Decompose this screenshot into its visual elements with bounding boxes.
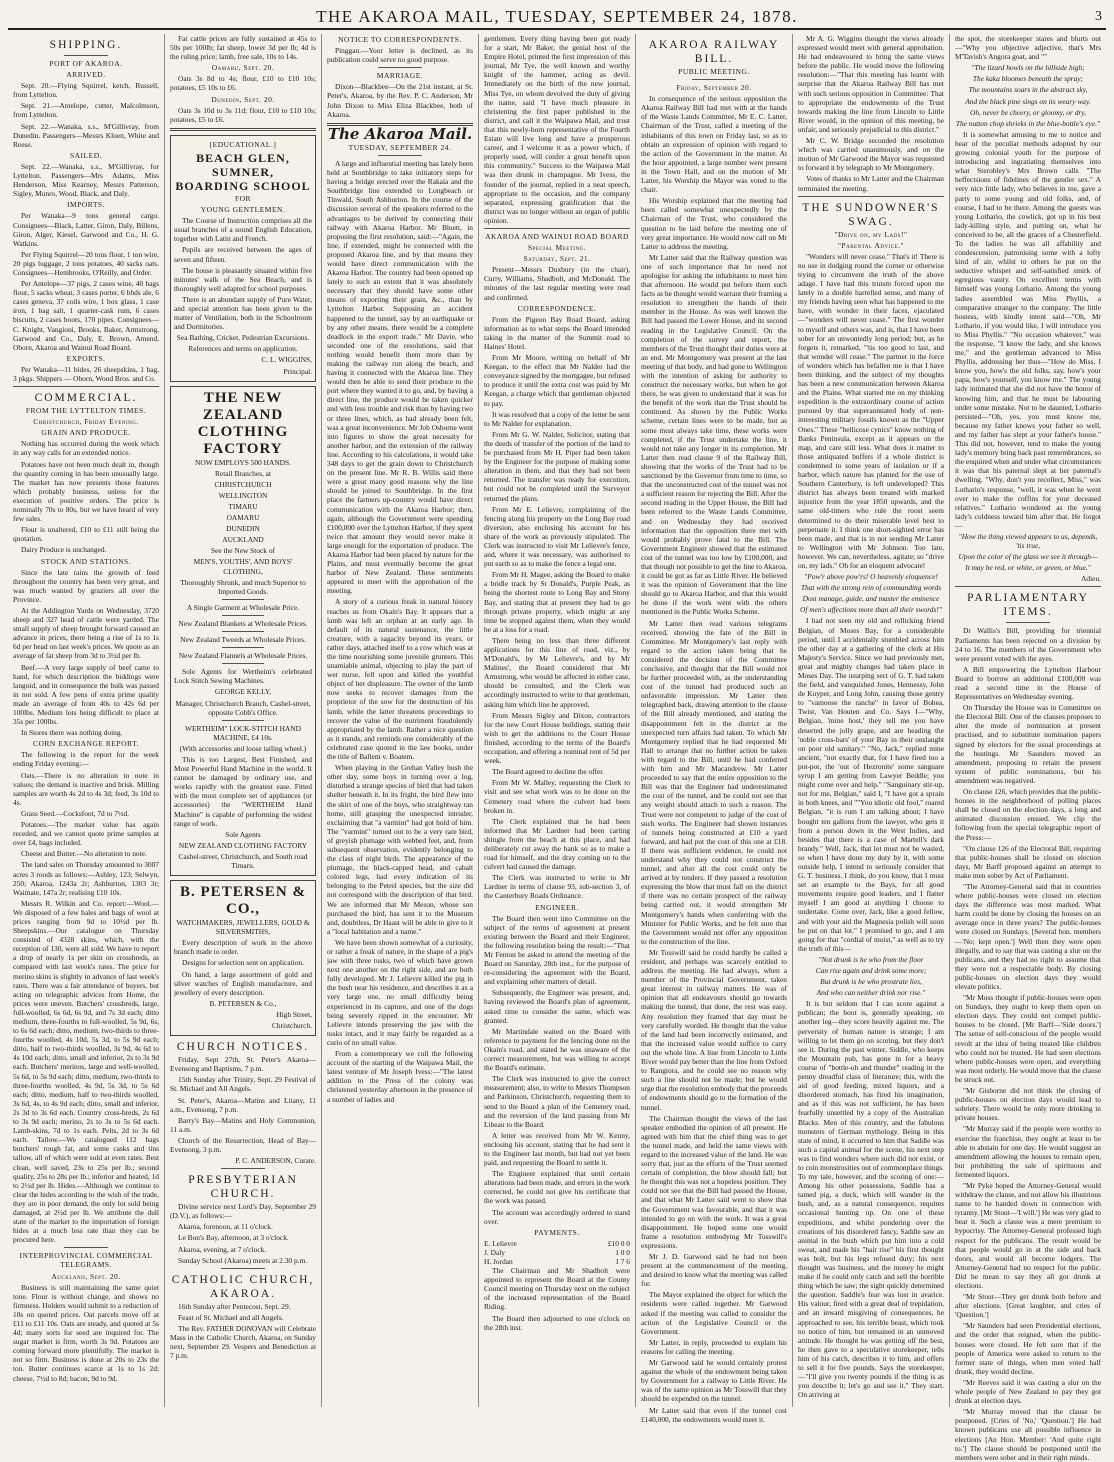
grain-2: Potatoes have not been much dealt in, though the quantity coming in has been unusually large. The market has now presents those features which probably business, unless for the execution of positive orders. The price is nominally 70s to 80s, but we have heard of very few sales. (13, 459, 159, 524)
columns (8, 34, 1106, 1462)
verse-line: "The lizard howls on the hillside high; (971, 63, 1085, 73)
road-14: The Board then went into Committee on the subject of the terms of agreement at present existing between the Board and their Engineer, the following resolution being the result:—"That Mr Fenton be asked to attend the meeting of the Board on Saturday, 28th inst., for the purpose of re-considering the agreement with the Board, and explaining other matters of detail. (484, 913, 630, 987)
correspondence-heading: CORRESPONDENCE. (517, 303, 597, 313)
commercial-date: Christchurch, Friday Evening. (33, 417, 139, 427)
petersen-3: On hand, a large assortment of gold and silver watches of English manufacture, and jewellery of every description. (174, 969, 312, 997)
parl-10: "Mr Pyke hoped the Attorney-General would withdraw the clause, and not allow his illustrious name to be handed down in connection with tyranny. [Mr Stout—'I will.'] He was very glad to hear it. Such a clause was a mere premium to hypocrisy. The Attorney-General professed high respect for the publicans. The result would be that people would go in at the side and back doors, and would all become lodgers. The Attorney-General had no respect for the public. Did he mean to say they all got drunk at elections. (955, 1180, 1101, 1290)
rail-4: Mr Latter then read various telegrams received, showing the fate of the Bill in Committee. Mr Montgomery's last reply with regard to the action taken being that he considered the decision of the Committee conclusive, and thought that the Bill would not be further proceeded with, as the understanding cost of the tunnel had produced such an unfavorable impression. Mr Latter then telegraphed back, drawing attention to the clause of the Bill already mentioned, and stating the disappointment felt in the district at the unexpected turn affairs had taken. To which Mr Montgomery replied that he had requested Mr Hall to arrange that no further action be taken with regard to the Bill, until he had conferred with him and Mr Macandrew. Mr Latter proceeded to say that the entire opposition to the Bill was that the Engineer had underestimated the cost of the tunnel, and he could not see that any weight should attach to such a reason. The Trust were not competent to judge of the cost of such works. The Engineer had shown instances of tunnels being constructed at £10 a yard forward, and had put the cost of this one at £18. If there was sufficient evidence, he could not understand why they could not construct the tunnel, and after all the cost could only be arrived at by tenders. If they passed a resolution expressing the blow that must fall on the district if there was no certain prospect of the railway being carried out, it would strengthen Mr Montgomery's hands when conferring with the Minister for Public Works, and he felt sure that the Government would not offer any opposition to the construction of the line. (641, 618, 787, 946)
swag-1: "Wonders will never cease." That's it! There is no use in dodging round the corner or otherwise trying to circumvent the truth of the above adage. I have had this truism forced upon me lately in a double barrelled sense, and many of my friends having seen what has happened to me have, with wonder in their faces, ejaculated—"wonders will never cease." The first wonder to myself and others was, and is, that I have been sober for an unwontedly long period; but, as he forgets it, remarked, "'tis too good to last, and that wonder will cease." The partner in the force of wonders which has befallen me is that I have been thinking, and the subject of my thoughts has been a new communication between Akaroa and the Plains. What started me on my thinking expedition is the extraordinary course of action pursued by that superannuated body of non-interesting military fossils known as the "Upper Ones." These "bellicose cynics" know nothing of Banks Peninsula, except as it appears on the map, and care still less. What does it matter to those antiquated buffers if a whole district is condemned to some years of isolation or if a harbor, which nature has planted for the use of Southern Canterbury, is left undeveloped? This district has always been treated with marked injustice from the year 1850 upwards, and the same old-timers who rule the roost seem determined to do their miserable level best to perpetuate it. I think one short-sighted error has been made, and that is in not sending Mr Latter to Wellington with Mr Johnson. Too late, however. We can, nevertheless, agitate; so "drive on, my lads." Oh for an eloquent advocate! (798, 251, 944, 570)
school-5: Sea Bathing, Cricket, Pedestrian Excursions. (176, 333, 310, 343)
editorial-5: From a contemporary we cull the following account of the starting of the Waipawa Mail, the latest venture of Mr Joseph Ivess:—"The latest addition to the Press of the colony was christened yesterday afternoon in the presence of a number of ladies and (327, 1049, 473, 1104)
verse-line: The nutton chop shrieks in the blue-bottle's eye." (955, 118, 1101, 128)
road-2: From the Pigeon Bay Road Board, asking information as to what steps the Board intended taking in the matter of the Summit road to Haines' Hotel. (484, 314, 630, 351)
dunedin-prices: Oats 3s 10d to 3s 11d; flour, £10 to £10 10s; potatoes, £5 to £6. (170, 105, 316, 124)
pres-2: Akaroa, forenoon, at 11 o'clock. (178, 1222, 273, 1232)
amount: 1 7 6 (615, 1257, 630, 1266)
exports-heading: EXPORTS. (66, 353, 106, 363)
petersen-sub: WATCHMAKERS, JEWELLERS, GOLD & SILVERSMITHS, (176, 918, 310, 937)
parl-2: A Bill empowering the Lyttelton Harbour Board to borrow an additional £100,000 was read a second time in the House of Representatives on Wednesday evening. (955, 664, 1101, 702)
arrived-3: Sept. 22.—Wanaka, s.s., M'Gillivray, from Dunedin. Passengers—Messrs Kluen, White and Reese. (13, 121, 159, 149)
pres-1: Divine service next Lord's Day, September 29 (D.V.), as follows:— (170, 1202, 316, 1221)
road-10: The Board agreed to decline the offer. (492, 767, 605, 777)
sailed-1: Sept. 22.—Wanaka, s.s., M'Gillivray, for Lyttelton. Passengers—Mrs Adams, Miss Henderson, Miss Kearney, Messrs Patterson, Sigley, Munro, Wood, Black, and Daly. (13, 161, 159, 199)
rail-9: Mr Latter, in reply, proceeded to explain his reasons for calling the meeting. (641, 1337, 787, 1356)
arrived-2: Sept. 21.—Antelope, cutter, Malcolmson, from Lyttelton. (13, 101, 159, 120)
verse-line: And the black pine sings on its weary way. (965, 96, 1091, 106)
educational-label: [EDUCATIONAL.] (209, 139, 277, 149)
parl-12: "Mr Saunders had seen Presidential elections, and the order that reigned, when the public-houses were closed. He felt sure that if the people of America were asked to return to the former state of things, when men voted half drunk, they would decline. (955, 1321, 1101, 1376)
table-row (484, 1257, 630, 1266)
sailed-heading: SAILED. (69, 150, 103, 160)
petersen-address: High Street, (276, 1009, 312, 1019)
shipping-title: SHIPPING. (49, 39, 123, 51)
inter-date: Auckland, Sept. 20. (51, 1271, 121, 1281)
column-5 (635, 34, 792, 1424)
rail-11: Mr Latter said that even if the tunnel cost £140,000, the endowments would meet it. (641, 1405, 787, 1424)
church-2: 15th Sunday after Trinity, Sept. 29 Festival of St. Michael and All Angels. (170, 1075, 316, 1094)
road-1: Present—Messrs Duxbury (in the chair), Curry, Williams, Shadbolt, and McDonald. The minutes of the last regular meeting were read and confirmed. (484, 265, 630, 302)
road-9: From Messrs Sigley and Dixon, contractors for the new Court House buildings, stating their wish to get the additions to the Court House finished, according to the terms of the Board's occupation, and offering a nominal rent of 5d per week. (484, 710, 630, 766)
verse-line: The mountains soars in the abstract sky, (968, 85, 1088, 95)
stock-4: In Stores there was nothing doing. (21, 728, 123, 738)
corn-heading: CORN EXCHANGE REPORT. (33, 739, 139, 749)
grain-heading: GRAIN AND PRODUCE. (41, 428, 131, 438)
port-heading: PORT OF AKAROA. (49, 59, 123, 68)
imports-2: Per Flying Squirrel—20 tons flour, 1 ton wire, 20 pigs luggage, 2 tons potatoes, 40 sacks oats. Consignees—Hembrooks, O'Reilly, and Order. (13, 249, 159, 277)
rail-10: Mr Garwood said he would certainly protest against the whole of the endowment being taken by Government for a railway to Little River. He was of the same opinion as Mr Tosswill that they should be expended on the tunnel. (641, 1358, 787, 1404)
cath-3: The Rev. FATHER DONOVAN will Celebrate Mass in the Catholic Church, Akaroa, on Sunday next, September 29. Vespers and Benediction at 7 p.m. (170, 1323, 316, 1361)
sole-2: Cashel-street, Christchurch, and South road Timaru. (178, 851, 308, 870)
clothing-town: AUCKLAND (222, 535, 264, 545)
railway-sub: PUBLIC MEETING. (678, 67, 750, 76)
road-board-sub: Special Meeting. (527, 243, 587, 253)
school-1: The Course of Instruction comprises all the usual branches of a sound English Education, together with Latin and French. (174, 216, 312, 244)
road-5: From Mr G. W. Nalder, Solicitor, stating that the deeds of transfer of the portion of the land to be purchased from Mr H. Piper had been taken by the Engineer for the purpose of making some alteration in them, and that they had not been returned. The transfer was ready for execution, but could not be completed until the Surveyor returned the plans. (484, 429, 630, 503)
masthead-title: THE AKAROA MAIL, TUESDAY, SEPTEMBER 24, 1878. (316, 7, 798, 26)
sole-agents: Sole Agents (225, 829, 261, 839)
verse-line: It may be red, or white, or green, or blue." (965, 563, 1091, 573)
church-title: CHURCH NOTICES. (176, 1041, 310, 1054)
editorial-1: A large and influential meeting has lately been held at Southbridge to take initiatory steps for having a bridge erected over the Rakaia and the Southbridge line extended to Longbeach or Tinwald, South Ashburton. In the course of the discussion several of the speakers referred to the advantages to be derived by connecting their railway with Akaroa Harbor. Mr Bluett, in proposing the first resolution, said:—"Again, the line, if extended, might be connected with the proposed Akaroa line, and by that means they would have direct communication with the Akaroa Harbor. The country had been opened up lately to such an extent that it was absolutely necessary that they should have some other means of exporting their grain, &c., than by Lyttelton Harbor. Supposing an accident happened to the tunnel, say by an earthquake or by any other means, there would be a complete deadlock in the export trade." Mr Davie, who seconded one of the resolutions, said that nothing would benefit them more than by making the railway run along the beach, and having it connected with the Akaroa line. They would then be able to send their produce to the port where they wanted it to go, and, by having a direct line, the produce would be taken quicker and with less trouble and risk than by having two or three lines, which, as had already been felt, was a great inconvenience. Mr Job Osborne went into figures to show the great necessity for another harbor, and the extension of the railway line. According to his calculations, it would take 348 days to get the grain down to Christchurch on the present line. Mr R. B. Willis said there were a great many good reasons why the line should be joined to Southbridge. In the first place the farmers up-country would have direct communication with the Akaroa Harbor; then, again, although the Government were spending £100,000 over the Lyttelton Harbor, if they spent twice that amount they would never make it large enough for the exportation of produce. The Akaroa Harbor had been placed by nature for the Plains, and must eventually become the great harbor of New Zealand. These sentiments appeared to meet with the approbation of the meeting. (327, 158, 473, 596)
verse-line: And who can neither drink nor rise." (816, 988, 926, 998)
rail-3: Mr Latter said that the Railway question was one of such importance that he need not apologise for asking the inhabitants to meet him that afternoon. He would put before them such facts as he thought would warrant their framing a resolution to strengthen the hands of their member in the House. As was well known the Bill had passed the Lower House, and its second reading in the Legislative Council. On the completion of the survey and report, the members of the Trust thought their duties were at an end. Mr Montgomery was present at the last meeting of that body, and had gone to Wellington with the intention of asking for authority to construct the necessary works, but when he got there, he was given to understand that it was for the benefit of the work that the Trust should be continued. As shown by the Public Works scheme, certain lines were to be made, but as some must always take time, these works were completed, if the Trust undertake the line, it would not take any longer in its completion. Mr Latter then read clause 9 of the Railway Bill, showing that the works of the Trust had to be sanctioned by the Governor from time to time, so that the unconstructed cost of the tunnel was not a sufficient reason for rejecting the Bill. After the second reading in the Upper House, the Bill had been referred to the Waste Lands Committee, and on Wednesday they had received information that the opposition there met with would probably prove fatal to the Bill. The Government Engineer showed that the estimated cost of the tunnel was too low by £100,000, and that though not possible to get the line to Akaroa, it could be got as far as Little River. He believed it was the opinion of Government that the line should go to Akaroa Harbor, and that this would be done if the work went with the others mentioned in the Public Works Scheme. (641, 252, 787, 617)
dunedin-date: Dunedin, Sept. 20. (211, 94, 275, 104)
sole-1: NEW ZEALAND CLOTHING FACTORY (178, 840, 308, 850)
swag-cont-2: It is somewhat amusing to me to notice and hear of the peculiar methods adopted by our growing colonial youth for the purpose of introducing and ingratiating themselves into what Sterobley's Mrs Brown calls "The heffectsions of fidelines of the gentler sex." A very nice little lady, who believes in me, gave a party to some young and old folks, and, of course, I had to be there. Among the guests was young Lothario, the cowlick, got up in his best lady-killing style, and putting on, what he conceived to be, all the graces of a Chesterfield. To the ladies he was all affability and condescension, patronising some with a lofty kind of air, whilst to others he put on the seductive whisper and self-satisfied smirk of egregious vanity. On excellent terms with himself was young Lothario. Among the young ladies assembled was Miss Phyllis, a comparative stranger to the company. The little hostess, with kindly intent said—"Oh, Mr Lothario, if you would like, I will introduce you to Miss Phyllis." "No occasion whatever," was the response, "I know the lady, and she knows me," and the gentleman advanced to Miss Phyllis, addressing her thus—"How do Miss, I know you, how's the old folks, say, how's your papa, how's yourself, you know me." The young lady intimated that she did not have the honor of knowing him, and that he must be labouring under some mistake. Not to be daunted, Lothario persisted—"Oh, yes, you must know me, because my father knows your father so well, and my father has slept at your father's house." This did not, however, tend to make the young lady's memory bring back past remembrances, so the enquired when and under what circumstances it was that his paternal slept at her paternal's dwelling. "Why, don't you recollect, Miss," was Lothario's response, "well, it was when he went over to make the coffins for your deceased relatives." Lothario wondered as the young lady's coldness toward him after that. He forgot— (955, 129, 1101, 530)
clothing-title: THE NEW ZEALAND CLOTHING FACTORY (197, 389, 289, 457)
road-16: Mr Martindale waited on the Board with reference to payment for the fencing done on the Okain's road, and stated he was unaware of the correct measurement, but was willing to accept the Board's estimate. (484, 1026, 630, 1073)
rail-8: The Mayor explained the object for which the residents were called together. Mr Garwood asked if the meeting was called to consider the action of the Legislative Council or the Government. (641, 1290, 787, 1336)
column-3 (321, 34, 478, 1407)
road-8: There being no less than three different applications for this line of road, viz., by M'Donald's, by Mr Lelievre's, and by Mr Malines', the Board considered that Mr Armstrong, who would be affected in either case, should be consulted, and the Clerk was accordingly instructed to write to that gentleman, asking him which line he approved. (484, 635, 630, 709)
rail-2: His Worship explained that the meeting had been called somewhat unexpectedly by the Chairman of the Trust, who considered the question to be laid before the meeting one of very great importance. He would now call on Mr Latter to address the meeting. (641, 196, 787, 251)
corn-3: Grass Seed.—Cocksfoot, 7d to 7½d. (21, 808, 129, 818)
exports-1: Per Wanaka—11 bides, 26 sheepskins, 1 bag, 3 pkgs. Shippers — Oborn, Wood Bros. and Co. (13, 364, 159, 383)
petersen-title: B. PETERSEN & CO., (180, 884, 306, 918)
verse-line: But drunk is he who prostrate lies, (820, 977, 922, 987)
imports-3: Per Antelope—37 pigs, 2 cases wine, 40 bags flour, 5 sacks wheat, 3 cases porter, 6 bhds ale, 6 cases geneva, 37 coils wire, 1 box glass, 1 case iron, 1 bag salt, 1 quarter-cask rum, 6 cases biscuits, 2 cases boots, 170 pipes. Consignees—C. Knight, Vangioni, Brooks, Baker, Armstrong, Garwood and Co., Daly, E. Brown, Amend, Oborn, Akaroa and Wainui Road Board. (13, 279, 159, 352)
parl-14: "Mr Murray moved that the clause be postponed. [Cries of 'No,' 'Question.'] He had known publicans use all possible influence in elections [An Hon. Member: 'And quite right to.'] The clause should be postponed until the members were sober and in their right minds. (955, 1407, 1101, 1462)
parl-7: "Mr Moss thought if public-houses were open on Sundays, they ought to keep them open on election days. They could not compel public-houses to be closed. [Mr Barff—'Side doors.'] The sense of self-conscious of the people would revolt at the idea of being treated like children who could not be trusted. He had seen elections where public-houses were open, and everything was most orderly. He would move that the clause be struck out. (955, 993, 1101, 1084)
notice-title: NOTICE TO CORRESPONDENTS. (338, 35, 462, 44)
pres-3: Le Bon's Bay, afternoon, at 3 o'clock. (178, 1233, 289, 1243)
road-12: The Clerk explained that he had been informed that Mr Lardner had been carting shingle from the beach at this place, and had deliberately cut away the bank so as to make a road for himself, and the dray coming on to the culvert had caused the damage. (484, 816, 630, 872)
clothing-town: TIMARU (228, 502, 258, 511)
payee: E. Lelievre (484, 1238, 517, 1248)
road-18: A letter was received from Mr W. Kenny, enclosing his account, stating that he had sent it to the Engineer last month, but had not yet been paid, and requesting the Board to settle it. (484, 1130, 630, 1168)
stock-2: At the Addington Yards on Wednesday, 3720 sheep and 327 head of cattle were yarded. The small supply of sheep brought forward caused an advance in prices, there being a rise of 1s to 1s 6d per head on last week's prices. We quote as an average of fat sheep from 3d to 3½d per lb. (13, 605, 159, 661)
imports-1: Per Wanaka—9 tons general cargo. Consignees—Black, Latter, Giron, Daly, Billens, Giron, Alger, Kiesel, Garwood and Co., H. G. Watkins. (13, 211, 159, 248)
petersen-signature: B. PETERSEN & Co., (209, 998, 277, 1008)
payee: H. Jordan (484, 1257, 513, 1266)
stock-heading: STOCK AND STATIONS. (40, 556, 132, 566)
marriage-title: MARRIAGE. (376, 71, 424, 81)
wertheim-title: WERTHEIM" LOCK-STITCH HAND MACHINE, £4 10s. (185, 723, 301, 742)
stock-1: Since the late rains the growth of feed throughout the country has been very great, and was much wanted by graziers all over the Province. (13, 567, 159, 604)
swag-signature: Adieu. (1081, 574, 1101, 584)
rail-6: The Chairman thought the views of the last speaker embodied the opinion of all present. He agreed with him that the chief thing was to get the tunnel made, and held the same views with regard to the increased value of the land. He was sorry that, just as the efforts of the Trust seemed certain of completion, the blow should fall; but he thought this was not a hopeless position. They could not see that the Bill had passed the House, and that what Mr Latter said went to show that the Government was favourable, and that it was intended to go on with the work. It was a great disappointment. He hoped some one would frame a resolution embodying Mr Tosswill's expressions. (641, 1113, 787, 1250)
clothing-see: See the New Stock of (210, 546, 276, 556)
clothing-shrunk: Thoroughly Shrunk, and much Superior to Imported Goods. (180, 577, 306, 596)
grain-4: Dairy Produce is unchanged. (21, 545, 107, 555)
school-name: BEACH GLEN, SUMNER, (196, 150, 290, 179)
kelly-address: Manager, Christchurch Branch, Cashel-street, opposite Cobb's Office. (175, 698, 311, 717)
paper-name: The Akaroa Mail. (327, 124, 473, 143)
kelly-name: GEORGE KELLY, (214, 687, 272, 697)
pres-5: Sunday School (Akaroa) meets at 2.30 p.m. (178, 1255, 308, 1265)
marriage-1: Dixon—Blackbee—On the 21st instant, at St. Peter's, Akaroa, by the Rev. P. C. Anderson, Mr John Dixon to Miss Eliza Blackbee, both of Akaroa. (327, 82, 473, 119)
verse-line: Of men's affections more than all their swords!" (800, 605, 942, 615)
cattle-prices: Fat cattle prices are fully sustained at 45s to 50s per 100lb; fat sheep, lower 3d per lb; 4d is the ruling price; lamb, free sale, 10s to 14s. (170, 34, 316, 62)
payee: J. Daly (484, 1247, 505, 1257)
road-6: From Mr E. Lelievre, complaining of the fencing along his property on the Long Bay road diversion, also enclosing his account for his share of the work as previously stipulated. The Clerk was instructed to visit Mr Lelievre's fence, and, where it was necessary, was authorised to put earth so as to make the fence a legal one. (484, 504, 630, 569)
corn-1: The following is the report for the week ending Friday evening:— (13, 750, 159, 769)
petersen-advert (170, 880, 316, 1036)
school-2: Pupils are received between the ages of seven and fifteen. (174, 245, 312, 264)
school-3: The house is pleasantly situated within five minutes' walk of the Sea Beach, and is thoroughly well adapted for school purposes. (174, 265, 312, 293)
parl-9: "Mr Murray said if the people were worthy to exercise the franchise, they ought at least to be able to abstain for one day. He would suggest an amendment allowing the houses to remain open, but prohibiting the sale of spirituous and fermented liquors. (955, 1124, 1101, 1179)
swag-cont-1: the spot, the storekeeper stares and blurts out—"Why you objective adjective, that's Mrs M'Tavish's Angora goat, and "" (955, 34, 1101, 62)
road-7: From Mr H. Magee, asking the Board to make a bridle track by St Donald's, Purple Peak, as being the shortest route to Long Bay and Stony Bay, and stating that at present they had to go through private property, which might at any time be stopped against them, when they would be at a loss for a road. (484, 570, 630, 634)
road-17: The Clerk was instructed to give the correct measurement; also, to write to Messrs Thompson and Parkinson, Christchurch, requesting them to send to the Board a plan of the Cemetery road, and the reversion of the land passing from Mr Libeau to the Board. (484, 1074, 630, 1129)
clothing-mens: MEN'S, YOUTHS', AND BOYS' CLOTHING, (193, 557, 293, 576)
imports-heading: IMPORTS. (67, 200, 105, 210)
school-sub: BOARDING SCHOOL (175, 178, 311, 193)
road-20: The account was accordingly ordered to stand over. (484, 1207, 630, 1226)
column-2 (164, 34, 321, 1407)
parl-8: "Mr Gisborne did not think the closing of public-houses on election days would lead to sobriety. There would be only more drinking in private houses. (955, 1086, 1101, 1123)
cath-2: Feast of St. Michael and all Angels. (178, 1312, 284, 1322)
road-15: Subsequently, the Engineer was present, and, having reviewed the Board's plan of agreement, asked time to consider the same, which was granted. (484, 988, 630, 1025)
editorial-3: When playing in the Grehan Valley bush the other day, some boys in turning over a log, disturbed a strange species of bird that had taken shelter beneath it. In its fright, the bird flew into the skirt of one of the boys, who straightway ran home, still grasping the unexpected intruder, exclaiming that "a varmint" had got hold of him. The "varmint" turned out to be a very rare bird, of greyish plumage with webbed feet, and, from subsequent observation, evidently belonging to the class of night birds. The appearance of the plumage, the black-capped head, and cabalt colored legs, had every indication of its belonging to the Petrel species, but the size did not correspond with the description of that bird. We are informed that Mr Meson, whose son purchased the bird, has sent it to the Museum and, doubtless, Dr Haast will be able to give to it a "local habitation and a name." (327, 763, 473, 936)
clothing-line-2: New Zealand Blankets at Wholesale Prices. (178, 618, 308, 628)
payments-table (484, 1239, 630, 1266)
amount: 1 0 0 (615, 1247, 630, 1257)
parl-11: "Mr Stout—They get drunk both before and after elections. [Great laughter, and cries of 'Question.'] (955, 1292, 1101, 1320)
corn-7: Messrs R. Wilkin and Co. report:—Wool.—We disposed of a few bales and bags of wool at prices ranging from 9d to 10½d per lb. Sheepskins.—Our catalogue on Thursday consisted of 4328 skins, which, with the reception of 130, were all sold. We have to report a drop of nearly 1s per skin on crossbreds, as compared with last week's rates. The price for merino skins is slightly in advance of last week's rates. There was a fair attendance of buyers, but acting on telegraphic advices from Home, the prices were uneven. Butchers' crossbreds, large, full-woolled, 6s 6d, 6s 9d, and 7s 3d each; ditto medium, three-fourths to full-woolled, 5s 9d, 6s, to 6s 6d each; ditto, medium, two-thirds to three-fourths woolled, 4s 10d, 5s 3d, to 5s 9d each; ditto, half to two-thirds woolled, 3s 9d, 4s 6d to 4s 10d each; ditto, small and inferior, 2s to 3s 9d each. Butchers' merinos, large and well-woolled, 5s 6d, to 5s 9d each; ditto, medium, two-thirds to three-fourths woolled, 4s 9d, 5s 3d, to 5s 6d each; ditto, medium, half to two-thirds woolled, 3s 6d, 4s, to 4s 9d each; ditto, small and inferior, 2s 3d to 3s 6d each. Country cross-breds, 2s 6d to 3s 9d each; merino, 2s to 3s to 5s 6d each. Lamb-skins, 7d to 1s each. Pelts, 2d to 3s 6d each. Tallow.—We catalogued 112 bags butchers' rough fat, and some casks and tins tallow, all of which were sold at even rates. Best clean, well saved, 23s to 25s per lb.; second quality, 25s to 28s per lb.; inferior and heated, 1d to 2½d per lb. Hides.—Although we continue to clear the hides according to the wish of the trade, they are in poor demand, the only lot sold being damaged, at 2½d per lb. We attribute the dull state of the market to the importation of foreign hides at a much less rate than they can be procured here. (13, 898, 160, 1245)
verse-line: Can rise again and drink some more; (815, 966, 927, 975)
parl-1: Dr Wallis's Bill, providing for triennial Parliaments has been rejected on a division by 24 to 16. The members of the Government who were present voted with the ayes. (955, 626, 1101, 663)
corn-5: Cheese and Butter.—No alteration to note. (21, 849, 147, 859)
payments-heading: PAYMENTS. (534, 1227, 580, 1237)
parl-3: On Thursday the House was in Committee on the Electoral Bill. One of the clauses proposes to alter the mode of nomination at present practised, and to substitute nomination papers signed by electors for the usual proceedings at the hustings. Mr Saunders moved an amendment, proposing to retain the present system of public nominations, but his amendment was negatived. (955, 703, 1101, 785)
school-6: References and terms on application. (188, 344, 298, 354)
table-row (484, 1248, 630, 1257)
road-19: The Engineer explained that until certain alterations had been made, and errors in the work corrected, he could not give his certificate that the work was passed. (484, 1169, 630, 1206)
parliament-title: PARLIAMENTARY ITEMS. (967, 592, 1089, 619)
notice-1: Pinggan.—Your letter is declined, as its publication could serve no good purpose. (327, 46, 473, 65)
verse-line: Oh, never be cheery, or gloomy, or dry, (970, 107, 1086, 117)
road-board-date: Saturday, Sept. 21. (523, 254, 591, 264)
road-13: The Clerk was instructed to write to Mr Lardner in terms of clause 93, sub-section 3, of the Canterbury Roads Ordinance. (484, 873, 630, 901)
catholic-title: CATHOLIC CHURCH, AKAROA. (171, 1273, 315, 1300)
engineer-heading: ENGINEER. (535, 902, 579, 912)
clothing-line-3: New Zealand Tweeds at Wholesale Prices. (180, 635, 306, 645)
clothing-town: OAMARU (226, 513, 260, 523)
rail-5: Mr Tosswill said he could hardly be called a resident, and perhaps was scarcely entitled to address the meeting. He had always, when a member of the Provincial Government, taken great interest in railway matters. He was of opinion that all endeavours should go towards making the tunnel, that done, the rest was easy. Any resolution they framed that day must be very carefully worded. He thought that the value of the land had been incorrectly estimated, and that the increased value would suffice to carry out the whole line. A line from Lincoln to Little River would pay better than the line from Oxford to Rangiora, and he could see no reason why such a line should not be made; but he would urge that the resolution embody that the proceeds of endowments should go to the formation of the tunnel. (641, 947, 787, 1112)
verse-line: Dost manage, guide, and master the eminence (802, 594, 940, 604)
church-signature: P. C. ANDERSON, Curate. (235, 1156, 316, 1166)
rail-cont-2: Mr C. W. Bridge seconded the resolution which was carried unanimously, and on the motion of Mr Garwood the Mayor was requested to forward it by telegraph to Mr Montgomery. (798, 136, 944, 173)
pres-4: Akaroa, evening, at 7 o'clock. (178, 1244, 267, 1254)
corn-2: Oats.—There is no alteration to note in values; the demand is inactive and brisk. Milling samples are worth 4s 2d to 4s 3d; feed, 3s 10d to 4s. (13, 770, 159, 807)
road-3: From Mr Moore, writing on behalf of Mr Keegan, to the effect that Mr Nalder had the conveyance signed by the mortgagee, but refused to produce it until the extra cost was paid by Mr Keegan, a charge which that gentleman objected to pay. (484, 353, 630, 408)
school-signature: C. L. WIGGINS, (261, 355, 312, 365)
swag-2: I had not seen my old and rollicking friend Belgian, of Moses Bay, for a considerable period, until I accidentally stumbled across him the other day at a gathering of the clerk at His Majesty's Service. Since we had previously met, great and mighty changes had taken place in Moses Day. The usurping sect of G. T. had taken the field, and vanquished Jones, Hennessy, John de Kuyper, and Long John, causing those gentry to "vamoose the ranche" in favor of Bohea, Twist, Van Houten and Co. Says I—"Why, Belgian, 'mine host,' they tell me you have deserted the jolly grape, and are heading the 'noble cross-bars' of your Bay in their onslaught on poor old sanitary." "No, Jack," replied mine ancient, "not exactly that, for I have fired too a pot-pot, the 'out of Hezronite' some sanguare syrup I am getting from Lawyer Beddle; you might come over and help." "Sanguinary stir-up, not for me, Belgian," said I, "I have got a sprain in both knees, and ""You idiotic old fool," roared Belgian, "it is rum I am talking about; I have bought ten gallons from the lawyer, who gets it from a person down in the West Indies, and besides that there is a case of Martell's dark brandy." Well, Jack, that lot must not be wasted, so when I have done my duty by it, with some outside help, I intend to seriously consider that G. T. business. I think, do you know, that I must set an example to the Bays, for all good movements require good leaders, and I flatter myself I am good at anything I choose to undertake. Come over, Jack, like a good fellow, and with your aid the Magnesia polish will soon be put on that lot." I promised to go, and I am going for that "cordial of moist," as well as to try the truth of this— (798, 616, 944, 953)
rail-cont-3: Votes of thanks to Mr Latter and the Chairman terminated the meeting. (798, 174, 944, 193)
wertheim-with: (With accessories and loose tailing wheel.) (179, 743, 307, 753)
petersen-2: Designs for selection sent on application. (182, 958, 304, 968)
editorial-2: A story of a curious freak in natural history reaches us from Okain's Bay. It appears that a lamb was left an orphan at an early age. In default of its natural sustenance, the little creature, with a sagacity beyond its years, or rather days, attached itself to a cow which was at the time nourishing some juvenile grunters. This unamiable animal, objecting to play the part of wet nurse, fell upon and killed the youthful object of her displeasure. The owner of the lamb now seeks to recover damages from the proprietor of the sow for the destruction of his lamb, while the latter threatens proceedings to recover the value of the nutriment fraudulently appropriated by the lamb. Rather a nice question as it stands, and reminds one considerably of the celebrated case quoted in the law books, under the title of Ballem v. Boatem. (327, 597, 473, 762)
oamaru-date: Oamaru, Sept. 20. (211, 63, 275, 73)
rail-1: In consequence of the serious opposition the Akaroa Railway Bill had met with at the hands of the Waste Lands Committee, Mr E. C. Latter, Chairman of the Trust, called a meeting of the inhabitants of this town on Friday last, so as to obtain an expression of opinion with regard to the action of the Government in the matter. At the hour appointed, a large number were present in the Town Hall, and on the motion of Mr Latter, his Worship the Mayor was voted to the chair. (641, 94, 787, 195)
clothing-town: WELLINGTON (218, 490, 268, 500)
school-for: FOR (234, 193, 252, 203)
railway-title: AKAROA RAILWAY BILL. (648, 39, 780, 65)
clothing-line-1: A Single Garment at Wholesale Price. (186, 602, 300, 612)
editorial-4: We have been shown somewhat of a curiosity, or rather a freak of nature, in the shape of a pig's jaw with three tusks, two of which have grown next one another on the right side, and are both fully developed. Mr J. Lelievre killed the pig in the bush near his residence, and describes it as a very large one, no small difficulty being experienced in its capture, and one of the dogs being severely ripped in the encounter. Mr Lelievre intends preserving the jaw with the tusks intact, and it may fairly be regarded as a curio of no small value. (327, 937, 473, 1047)
school-advert (170, 135, 316, 382)
corn-4: Potatoes.—The market value has again receded, and we cannot quote prime samples at over £4, bags included. (13, 820, 159, 848)
church-4: Barry's Bay—Matins and Holy Communion, 11 a.m. (170, 1115, 316, 1134)
amount: £10 0 0 (607, 1238, 630, 1248)
parl-5: "On clause 126 of the Electoral Bill, requiring that public-houses shall be closed on election days, Mr Barff proposed against an attempt to make men sober by Act of Parliament. (955, 843, 1101, 880)
petersen-1: Every description of work in the above branch made to order. (174, 938, 312, 957)
clothing-advert (170, 386, 316, 876)
wertheim-1: This is too Largest, Best Finished, and Most Powerful Hand Machine in the world. It cannot be damaged by ordinary use, and works rapidly with the greatest ease. Fitted with the most complete set of appliances (or accessories) the "WERTHEIM Hand Machine" is capable of performing the widest range of work. (174, 754, 312, 828)
parl-4: On clause 126, which provides that the public-houses in the neighborhood of polling places shall be closed on the election days, a long and animated discussion ensued. We clip the following from the special telegraphic report of the Press:— (955, 787, 1101, 842)
rail-7: Mr J. D. Garwood said he had not been present at the commencement of the meeting, and desired to know what the meeting was called for. (641, 1252, 787, 1289)
church-1: Friday, Sept 27th, St. Peter's Akaroa—Evensong and Baptisms, 7 p.m. (170, 1055, 316, 1074)
swag-title: THE SUNDOWNER'S SWAG. (802, 201, 940, 228)
clothing-agents: Sole Agents for Wertheim's celebrated Lock Stitch Sewing Machines. (174, 667, 312, 686)
masthead (8, 6, 1106, 30)
grain-3: Flour is unaltered, £10 to £11 still being the quotation. (13, 525, 159, 544)
school-young: YOUNG GENTLEMEN. (200, 205, 286, 215)
road-22: The Board then adjourned to one o'clock on the 28th inst. (484, 1313, 630, 1332)
road-21: The Chairman and Mr Shadbolt were appointed to represent the Board at the County Council meeting on Thursday next on the subject of the increased representation of the Board Riding. (484, 1266, 630, 1312)
verse-line: The kaka bloomes beneath the spray; (972, 74, 1084, 84)
school-4: There is an abundant supply of Pure Water, and special attention has been given to the matter of Ventilation, both in the Schoolroom and Dormitories. (174, 294, 312, 332)
verse-line: That with the strong rein of commanding words (800, 583, 942, 593)
road-4: It was resolved that a copy of the letter be sent to Mr Nalder for explanation. (484, 409, 630, 428)
arrived-1: Sept. 20.—Flying Squirrel, ketch, Russell, from Lyttelton. (13, 81, 159, 100)
church-3: St. Peter's, Akaroa—Matins and Litany, 11 a.m., Evensong, 7 p.m. (170, 1095, 316, 1114)
table-row (484, 1239, 630, 1248)
road-board-title: AKAROA AND WAINUI ROAD BOARD (485, 231, 629, 241)
clothing-town: DUNEDIN (226, 524, 260, 534)
verse-line: Upon the color of the glass we see it through— (958, 552, 1098, 562)
oamaru-prices: Oats 3s 8d to 4s; flour, £10 to £10 10s; potatoes, £5 10s to £6. (170, 74, 316, 93)
page-number: 3 (1095, 9, 1102, 24)
parl-6: "The Attorney-General said that in countries where public-houses were closed on election days the difference was most marked. What harm could be done by closing the houses on an average once in three years? The public-houses were closed on Sundays. [Several hon. members—'No; kept open.'] Well then they were open illegally, and to say that was casting a slur on the publicans, and they had no right to assume that they were not a respectable body. By closing public-houses on election days they would elevate politics. (955, 881, 1101, 991)
inter-heading: INTERPROVINCIAL COMMERCIAL TELEGRAMS. (19, 1251, 153, 1270)
church-5: Church of the Resurrection, Head of Bay—Evensong, 3 p.m. (170, 1135, 316, 1154)
commercial-from: FROM THE LYTTELTON TIMES. (25, 406, 147, 416)
corn-6: The land sales on Thursday amounted to 3007 acres 3 roods as follows:—Ashley, 123; Selwyn, 250; Akaroa, 1243a 2r; Ashburton, 1303 3r; Waimate, 147a 2r; realising £10 10s. (13, 860, 159, 897)
column-6 (792, 34, 949, 1407)
editorial-continued: gentlemen. Every thing having been got ready for a start, Mr Baker, the genial host of the Empire Hotel, printed the first impression of this journal, Mr Tye, the well known and worthy knight of the hammer, acting as devil. Immediately on the birth of the new journal, Miss Tye, on whom devolved the duty of giving the name, said "I have much pleasure in christening the first paper published in the district, and call it the Waipawa Mail, and trust that this newly-born representative of the Fourth Estate will live long and have a prosperous career, and I welcome it as a power which, if properly used, will confer a great benefit upon this community." Success to the Waipawa Mail was then drunk in champagne. Mr Ivess, the founder of the journal, replied in a neat speech, appropriate to the occasion, and the company separated, expressing gratification that the district was no longer without an organ of public opinion. (484, 34, 630, 225)
clothing-town: CHRISTCHURCH (214, 479, 272, 489)
column-4 (478, 34, 635, 1407)
clothing-branches: Retail Branches, at (214, 468, 272, 478)
cath-1: 16th Sunday after Pentecost, Sept. 29. (178, 1301, 291, 1311)
road-11: From Mr W. Malley, requesting the Clerk to visit and see what work was to be done on the Cemetery road where the culvert had been broken in. (484, 778, 630, 815)
presbyterian-title: PRESBYTERIAN CHURCH. (188, 1174, 298, 1201)
petersen-city: Christchurch. (271, 1021, 312, 1031)
swag-3: It is but seldom that I can score against a publican; the boot is, generally speaking, on another leg—they score heavily against me. The perversity of human nature is strange; I am willing to let them go on scoring, but they don't see it. During the past winter, Siddle, who keeps the Mountain pub, has gone in for a heavy course of "bottle-oh and thunder" reading in the penny dreadful class of literature; this, with the aid of good feeding, mixed liquors, and a disordered stomach, has fired his imagination, and as if this was not sufficient, he has been fearfully unsettled by a copy of the Australian Blacks. Men of this country, and the fabulous monsters of German mythology. Being in this state of mind, it occurred to him that Saddle was such a capital animal for the scene, his next step was to find wonders where such did not exist, or to coin monstrosities out of commonplace things. To my tale, however, and the scoring of one:—Among his other possessions, Saddle has a tamed pig, a duck, which will wander in the bush, and, as a natural consequence, requires occasional hunting up. On one of these expeditions, and whilst pondering over the creations of his disordered fancy, Saddle saw an animal in the bush which put him into a cold sweat, and made his "hair rise" his first thought was bolt, but his legs refused duty; his next thought was business, and the money he might make if he could only catch and sell the horrible thing which he saw; the sight quickly determined the question. Saddle's fear was lost in avarice. His valour, fired with a great deal of trepidation, and an inward misgiving of consequences, he approached to see, his terrible beast, which took no notice of him, but remained in an unmoved attitude. He thought he was getting off the best, he then gave to a speculative storekeeper, tells him of his catch, describes it to him, and offers to sell it for five pounds. Says the storekeeper,—"I'll give you twenty pounds if the thing is as you describe it; let's go and see it." They start. On arriving at (798, 999, 944, 1400)
verse-line: "Pow'r above pow'rs! O heavenly eloquence! (804, 572, 938, 582)
parl-13: "Mr Reeves said it was casting a slur on the whole people of New Zealand to pay they got drunk at election days. (955, 1377, 1101, 1406)
paper-date: TUESDAY, SEPTEMBER 24. (348, 142, 452, 152)
verse-line: "How the thing viewed appears to us, depends, 'tis true, (958, 531, 1098, 551)
grain-1: Nothing has occurred during the week which in any way calls for an extended notice. (13, 439, 159, 458)
clothing-line-4: New Zealand Flannels at Wholesale Prices. (178, 651, 308, 661)
verse-line: "Not drunk is he who from the floor (818, 954, 924, 964)
clothing-employs: NOW EMPLOYS 500 HANDS. (195, 457, 291, 467)
commercial-title: COMMERCIAL. (34, 392, 138, 405)
school-role: Principal. (283, 366, 312, 376)
column-1 (8, 34, 164, 1407)
railway-date: Friday, September 20. (676, 83, 752, 93)
arrived-heading: ARRIVED. (66, 70, 106, 80)
rail-cont-1: Mr A. G. Wiggins thought the views already expressed would meet with general approbation. He had endeavoured to bring the same views before the public. He would move the following resolution:—"That this meeting has learnt with surprise that the Akaroa Railway Bill has met with such serious opposition in Committee: That to appropriate the endowments of the Trust towards making the line from Lincoln to Little River would, in the opinion of this meeting, be unfair, and seriously prejudicial to this district." (798, 34, 944, 134)
stock-3: Beef.—A very large supply of beef came to hand, for which description the biddings were languid, and in consequence the bulk was passed in not sold. A few pens of extra prime quality made an average of from 40s to 42s 6d per 100lbs. Medium lots being difficult to place at 35s per 100lbs. (13, 662, 159, 727)
swag-sub2: "Parental Advice." (837, 240, 905, 250)
inter-1: Business is still maintaining the same quiet tone. Flour is without change, and shows no firmness. Holders would submit to a reduction of 10s on quoted prices. Oat parcels move off at £11 to £11 10s. Oats are steady, and quoted at 5s 4d; many sorts for seed are inquired for. The sugar market is firm, worth 3s 9d. Potatoes are coming forward more plentifully. The market is not so firm. Business is done at 20s to 23s the ton. Butter continues scarce at 1s to 1s 2d; cheese, 7½d to 8d; bacon, 9d to 9d. (13, 1282, 159, 1383)
column-7 (949, 34, 1106, 1462)
swag-sub: "Drive on, my Lads!" (834, 229, 908, 239)
